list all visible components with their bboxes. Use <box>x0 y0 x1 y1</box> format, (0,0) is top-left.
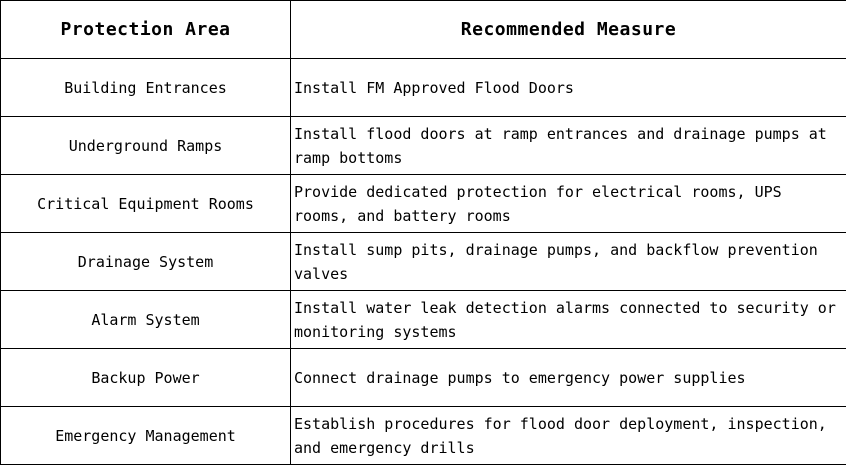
table-row <box>1 59 846 117</box>
measure-cell: Establish procedures for flood door deployment, inspection, and emergency drills <box>291 407 846 465</box>
area-cell: Emergency Management <box>1 407 291 465</box>
header-protection-area: Protection Area <box>1 1 291 59</box>
area-cell: Alarm System <box>1 291 291 349</box>
area-cell: Critical Equipment Rooms <box>1 175 291 233</box>
table-row <box>1 175 846 233</box>
measure-cell: Install FM Approved Flood Doors <box>291 59 846 117</box>
measure-cell: Install water leak detection alarms connected to security or monitoring systems <box>291 291 846 349</box>
table-row <box>1 117 846 175</box>
area-cell: Underground Ramps <box>1 117 291 175</box>
area-cell: Building Entrances <box>1 59 291 117</box>
header-row <box>1 1 846 59</box>
measure-cell: Provide dedicated protection for electrical rooms, UPS rooms, and battery rooms <box>291 175 846 233</box>
table-row <box>1 349 846 407</box>
table-row <box>1 233 846 291</box>
header-recommended-measure: Recommended Measure <box>291 1 846 59</box>
table-row <box>1 291 846 349</box>
table-row <box>1 407 846 465</box>
measure-cell: Install flood doors at ramp entrances and drainage pumps at ramp bottoms <box>291 117 846 175</box>
area-cell: Drainage System <box>1 233 291 291</box>
area-cell: Backup Power <box>1 349 291 407</box>
measure-cell: Connect drainage pumps to emergency power supplies <box>291 349 846 407</box>
measure-cell: Install sump pits, drainage pumps, and backflow prevention valves <box>291 233 846 291</box>
